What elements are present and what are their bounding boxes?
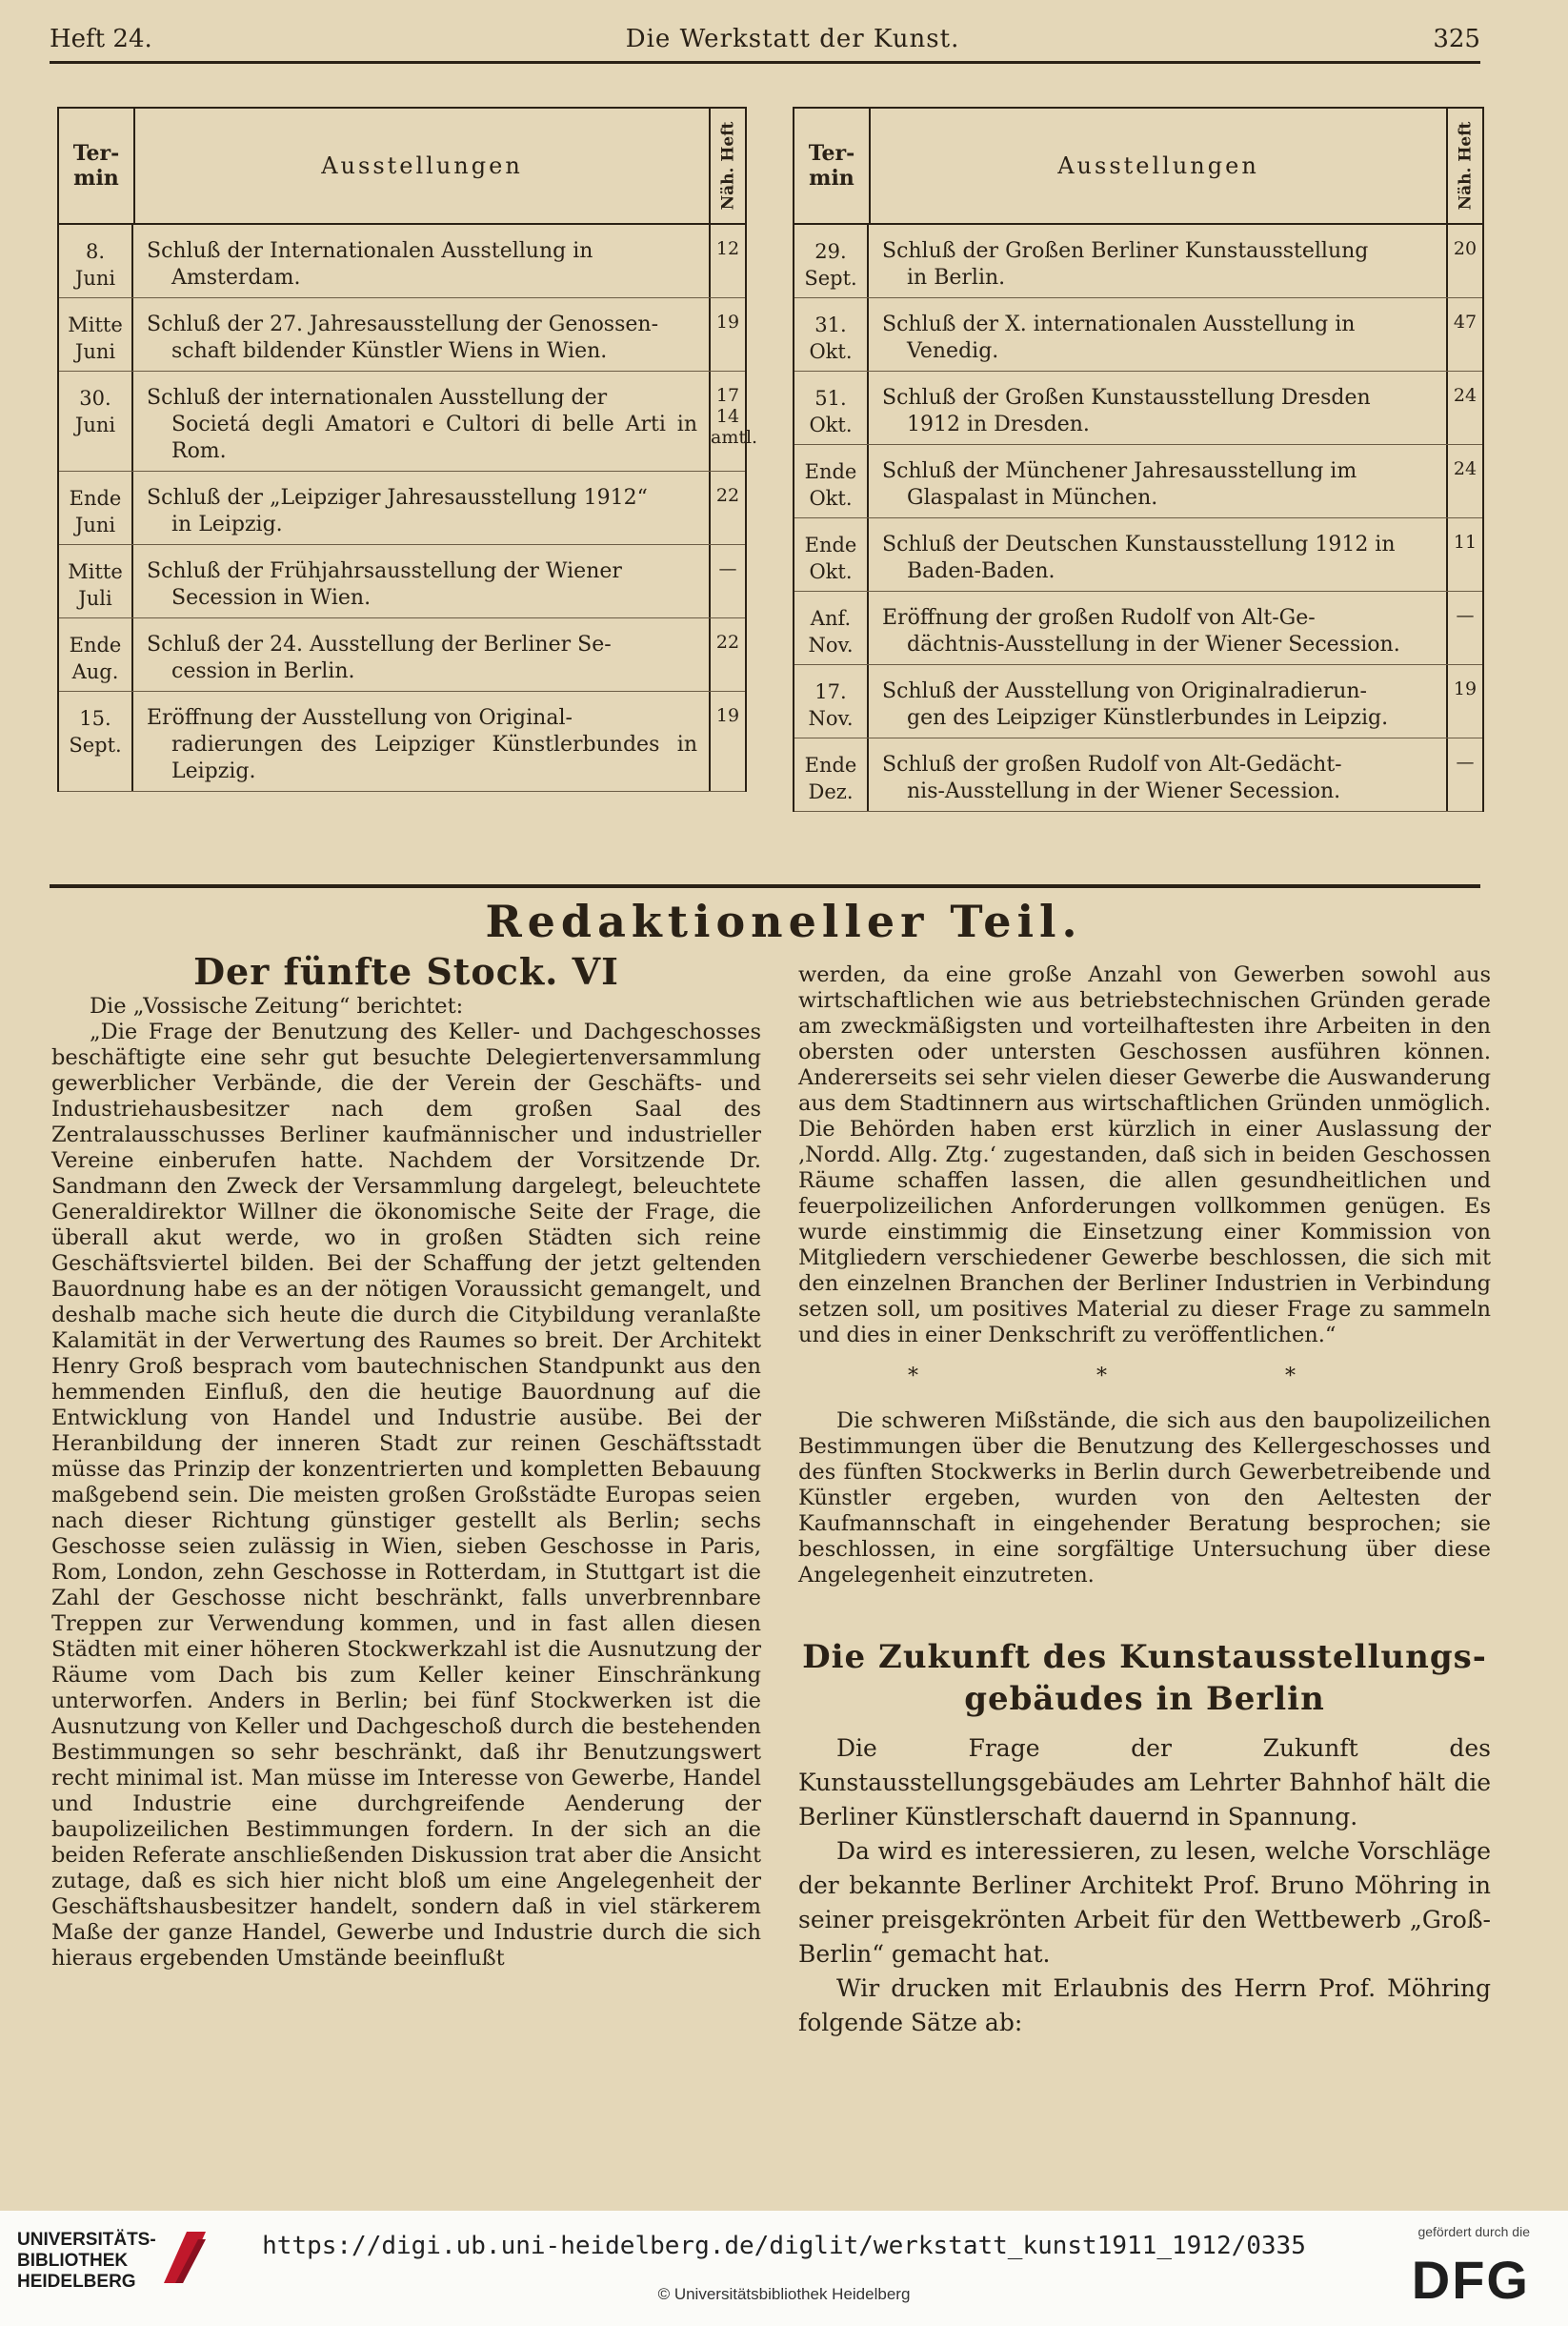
heft-cell: 11: [1453, 532, 1478, 553]
termin-cell: Ende Aug.: [59, 618, 133, 691]
header-nach-heft: Näh. Heft: [718, 121, 738, 211]
termin-cell: 8. Juni: [59, 225, 133, 297]
section-stars: * * *: [908, 1365, 1381, 1388]
heft-cell: —: [718, 558, 737, 579]
table-row: [794, 372, 1482, 445]
article-column-left: [51, 950, 761, 1972]
heft-cell: 24: [1453, 385, 1478, 406]
exhibition-cell: Schluß der 24. Ausstellung der Berliner Se- cession in Berlin.: [133, 618, 711, 691]
table-row: [794, 738, 1482, 812]
exhibition-cell: Schluß der Großen Berliner Kunstausstellung in Berlin.: [869, 225, 1448, 297]
table-row: [794, 592, 1482, 665]
termin-cell: Anf. Nov.: [794, 592, 869, 664]
running-head: [50, 17, 1480, 64]
header-nach-heft: Näh. Heft: [1456, 121, 1476, 211]
termin-cell: Mitte Juni: [59, 298, 133, 371]
section-divider: [50, 884, 1480, 888]
table-row: [794, 518, 1482, 592]
exhibition-table-right: [793, 107, 1484, 812]
article-column-right: [798, 962, 1491, 2040]
termin-cell: Ende Okt.: [794, 445, 869, 517]
table-row: [794, 225, 1482, 298]
exhibition-cell: Eröffnung der Ausstellung von Original- radierungen des Leipziger Künstlerbundes in Leipzig.: [133, 692, 711, 791]
table-row: [794, 445, 1482, 518]
article-paragraph: Die Frage der Zukunft des Kunstausstellungsgebäudes am Lehrter Bahnhof hält die Berliner Künstlerschaft dauernd in Spannung.: [798, 1734, 1491, 1830]
termin-cell: Ende Okt.: [794, 518, 869, 591]
heft-cell: 12: [715, 238, 740, 259]
heft-cell: 20: [1453, 238, 1478, 259]
heft-cell: 47: [1453, 312, 1478, 333]
dfg-logo: DFG: [1411, 2250, 1530, 2310]
table-row: [59, 618, 745, 692]
article-title: Die Zukunft des Kunstausstellungs- gebäudes in Berlin: [802, 1638, 1487, 1718]
heft-cell: 22: [715, 485, 740, 506]
issue-number: Heft 24.: [50, 25, 152, 53]
article-title: Der fünfte Stock. VI: [193, 950, 619, 993]
permalink[interactable]: https://digi.ub.uni-heidelberg.de/diglit/werkstatt_kunst1911_1912/0335: [262, 2232, 1306, 2260]
copyright: © Universitätsbibliothek Heidelberg: [657, 2285, 911, 2303]
heft-cell: 22: [715, 632, 740, 653]
exhibition-table-left: [57, 107, 758, 792]
table-header: [59, 109, 745, 225]
table-row: [59, 472, 745, 545]
article-paragraph: „Die Frage der Benutzung des Keller- und Dachgeschosses beschäftigte eine sehr gut besuchte Delegiertenversammlung gewerblicher Verbände, die der Verein der Geschäfts- und Industriehausbesitzer nach dem großen Saal des Zentralausschusses Berliner kaufmännischer und industrieller Vereine einberufen hatte. Nachdem der Vorsitzende Dr. Sandmann den Zweck der Versammlung dargelegt, beleuchtete Generaldirektor Willner die ökonomische Seite der Frage, die überall akut werde, wo in großen Städten sich reine Geschäftsviertel bilden. Bei der Schaffung der jetzt geltenden Bauordnung habe es an der nötigen Voraussicht gemangelt, und deshalb mache sich heute die durch die Citybildung veranlaßte Kalamität in der Verwertung des Raumes so breit. Der Architekt Henry Groß besprach vom bautechnischen Standpunkt aus den hemmenden Einfluß, den die heutige Bauordnung auf die Entwicklung von Handel und Industrie ausübe. Bei der Heranbildung der inneren Stadt zur reinen Geschäftsstadt müsse das Prinzip der konzentrierten und kompletten Bebauung maßgebend sein. Die meisten großen Großstädte Europas seien nach dieser Richtung günstiger gestellt als Berlin; sechs Geschosse seien zulässig in Wien, sieben Geschosse in Paris, Rom, London, zehn Geschosse in Rotterdam, in Stuttgart ist die Zahl der Geschosse nicht beschränkt, falls unverbrennbare Treppen zur Verwendung kommen, und in fast allen diesen Städten mit einer höheren Stockwerkzahl ist die Ausnutzung der Räume vom Dach bis zum Keller keiner Einschränkung unterworfen. Anders in Berlin; bei fünf Stockwerken ist die Ausnutzung von Keller und Dachgeschoß durch die bestehenden Bestimmungen so sehr beschränkt, daß ihr Benutzungswert recht minimal ist. Man müsse im Interesse von Gewerbe, Handel und Industrie eine durchgreifende Aenderung der baupolizeilichen Bestimmungen fordern. In der sich an die beiden Referate anschließenden Diskussion trat aber die Ansicht zutage, daß es sich hier nicht bloß um eine Angelegenheit der Geschäftshausbesitzer handelt, sondern daß in viel stärkerem Maße der ganze Handel, Gewerbe und Industrie durch die sich hieraus ergebenden Umstände beeinflußt: [51, 1020, 761, 1971]
termin-cell: Ende Dez.: [794, 738, 869, 811]
table-row: [59, 298, 745, 372]
termin-cell: 29. Sept.: [794, 225, 869, 297]
exhibition-cell: Schluß der Deutschen Kunstausstellung 1912 in Baden-Baden.: [869, 518, 1448, 591]
table-row: [59, 225, 745, 298]
exhibition-cell: Schluß der Großen Kunstausstellung Dresden 1912 in Dresden.: [869, 372, 1448, 444]
termin-cell: 51. Okt.: [794, 372, 869, 444]
table-row: [794, 298, 1482, 372]
heft-cell: 24: [1453, 458, 1478, 479]
funding-note: gefördert durch die: [1417, 2224, 1530, 2239]
exhibition-cell: Schluß der X. internationalen Ausstellung in Venedig.: [869, 298, 1448, 371]
exhibition-cell: Schluß der internationalen Ausstellung der Societá degli Amatori e Cultori di belle Arti in Rom.: [133, 372, 711, 471]
heft-cell: 19: [1453, 678, 1478, 699]
termin-cell: Ende Juni: [59, 472, 133, 544]
heft-cell: 19: [715, 312, 740, 333]
library-name: UNIVERSITÄTS- BIBLIOTHEK HEIDELBERG: [17, 2230, 156, 2292]
heft-cell: 17 14 amtl.: [711, 385, 758, 448]
table-row: [59, 545, 745, 618]
termin-cell: 17. Nov.: [794, 665, 869, 738]
table-row: [794, 665, 1482, 738]
exhibition-cell: Schluß der großen Rudolf von Alt-Gedächt- nis-Ausstellung in der Wiener Secession.: [869, 738, 1448, 811]
exhibition-cell: Schluß der Frühjahrsausstellung der Wiener Secession in Wien.: [133, 545, 711, 617]
article-paragraph: Da wird es interessieren, zu lesen, welche Vorschläge der bekannte Berliner Architekt Prof. Bruno Möhring in seiner preisgekrönten Arbeit für den Wettbewerb „Groß-Berlin“ gemacht hat.: [798, 1837, 1491, 1968]
header-ausstellungen: Ausstellungen: [871, 109, 1448, 223]
exhibition-cell: Schluß der Ausstellung von Originalradierun- gen des Leipziger Künstlerbundes in Leipzig.: [869, 665, 1448, 738]
article-intro: Die „Vossische Zeitung“ berichtet:: [90, 994, 464, 1019]
article-paragraph: Die schweren Mißstände, die sich aus den baupolizeilichen Bestimmungen über die Benutzung des Kellergeschosses und des fünften Stockwerks in Berlin durch Gewerbetreibende und Künstler ergeben, wurden von den Aeltesten der Kaufmannschaft in eingehender Beratung besprochen; sie beschlossen, in eine sorgfältige Untersuchung über diese Angelegenheit einzutreten.: [798, 1408, 1491, 1588]
page-number: 325: [1433, 25, 1480, 53]
exhibition-cell: Eröffnung der großen Rudolf von Alt-Ge- dächtnis-Ausstellung in der Wiener Secession.: [869, 592, 1448, 664]
header-termin: Ter- min: [794, 109, 871, 223]
header-termin: Ter- min: [59, 109, 135, 223]
journal-title: Die Werkstatt der Kunst.: [625, 25, 960, 53]
article-paragraph-continued: werden, da eine große Anzahl von Gewerben sowohl aus wirtschaftlichen wie aus betriebstechnischen Gründen gerade am zweckmäßigsten und vorteilhaftesten ihre Arbeiten in den obersten oder untersten Geschossen ausführen können. Andererseits sei sehr vielen dieser Gewerbe die Auswanderung aus dem Stadtinnern aus wirtschaftlichen Gründen unmöglich. Die Behörden haben erst kürzlich in einer Auslassung der ‚Nordd. Allg. Ztg.‘ zugestanden, daß sich in beiden Geschossen Räume schaffen lassen, die allen gesundheitlichen und feuerpolizeilichen Anforderungen vollkommen genügen. Es wurde einstimmig die Einsetzung einer Kommission von Mitgliedern verschiedener Gewerbe beschlossen, die sich mit den einzelnen Branchen der Berliner Industrien in Verbindung setzen soll, um positives Material zu dieser Frage zu sammeln und dies in einer Denkschrift zu veröffentlichen.“: [798, 962, 1491, 1347]
termin-cell: 30. Juni: [59, 372, 133, 471]
header-ausstellungen: Ausstellungen: [135, 109, 711, 223]
termin-cell: 31. Okt.: [794, 298, 869, 371]
footer-bar: [0, 2211, 1568, 2326]
termin-cell: 15. Sept.: [59, 692, 133, 791]
section-title: Redaktioneller Teil.: [485, 896, 1083, 947]
heft-cell: —: [1456, 752, 1475, 773]
table-header: [794, 109, 1482, 225]
table-row: [59, 372, 758, 472]
exhibition-cell: Schluß der „Leipziger Jahresausstellung 1912“ in Leipzig.: [133, 472, 711, 544]
heft-cell: 19: [715, 705, 740, 726]
table-row: [59, 692, 745, 792]
exhibition-cell: Schluß der Münchener Jahresausstellung im Glaspalast in München.: [869, 445, 1448, 517]
termin-cell: Mitte Juli: [59, 545, 133, 617]
heft-cell: —: [1456, 605, 1475, 626]
article-paragraph: Wir drucken mit Erlaubnis des Herrn Prof. Möhring folgende Sätze ab:: [798, 1974, 1491, 2036]
exhibition-cell: Schluß der 27. Jahresausstellung der Genossen- schaft bildender Künstler Wiens in Wien.: [133, 298, 711, 371]
exhibition-cell: Schluß der Internationalen Ausstellung in Amsterdam.: [133, 225, 711, 297]
